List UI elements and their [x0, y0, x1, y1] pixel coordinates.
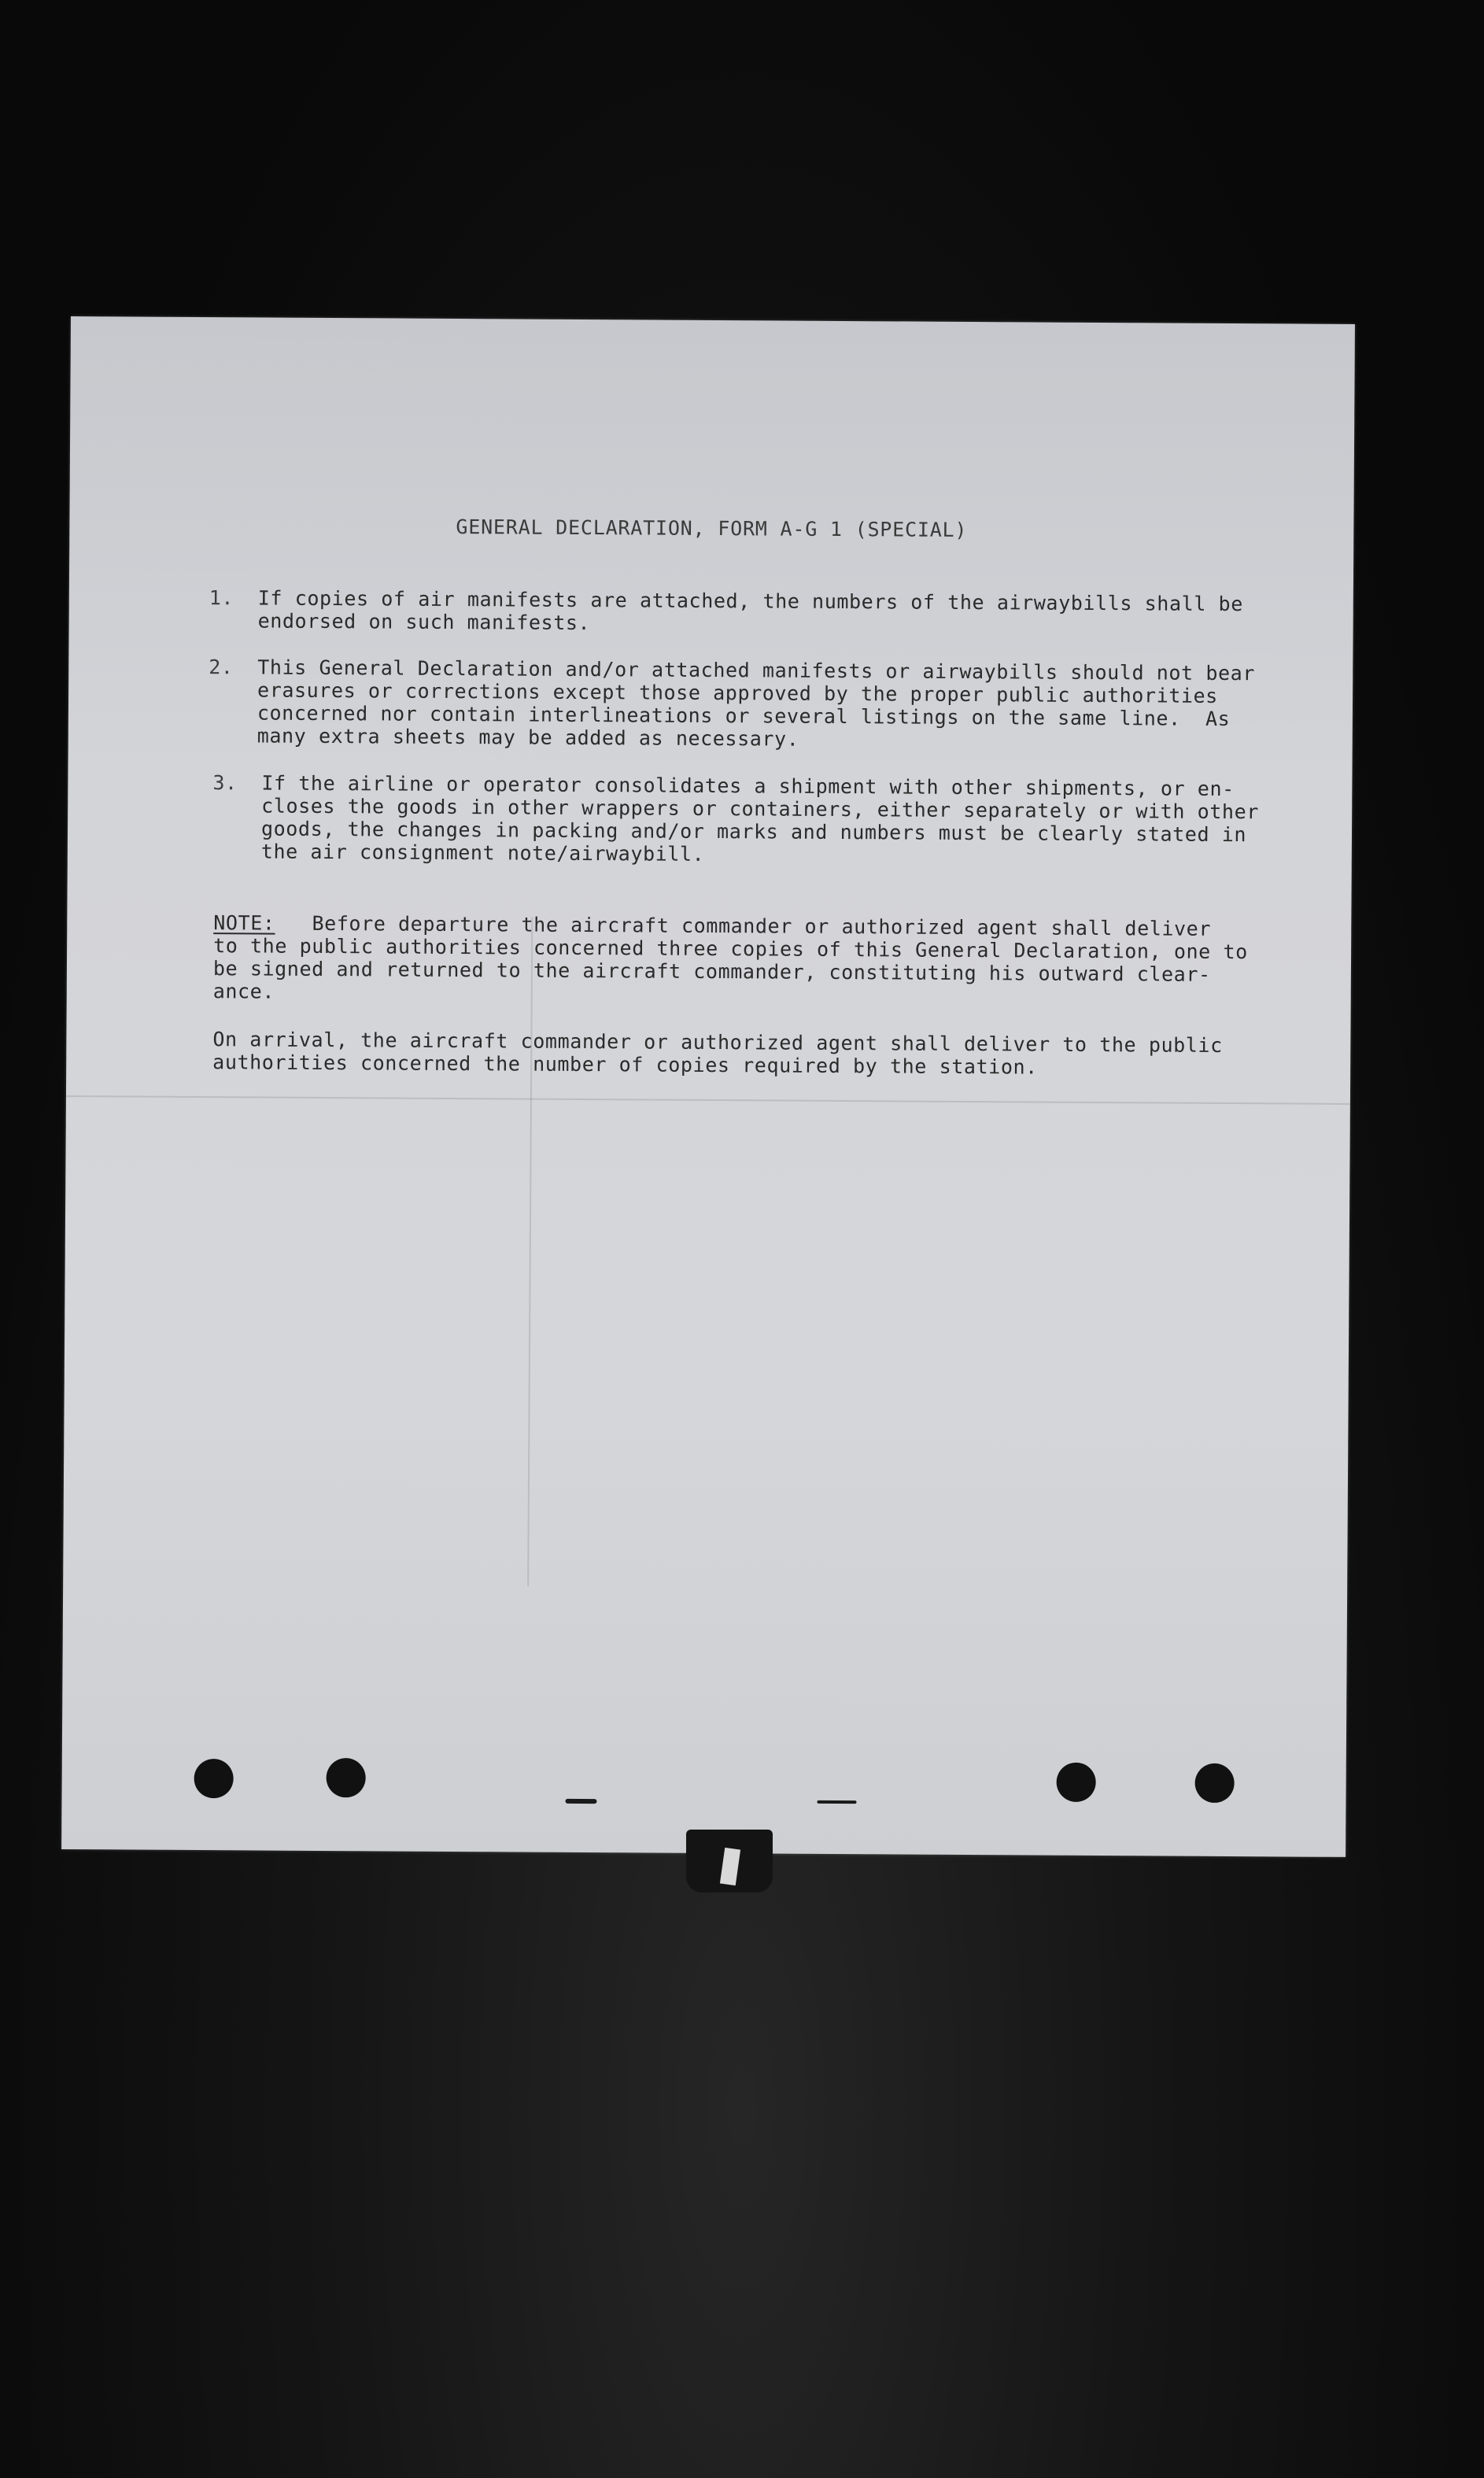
- document-title: GENERAL DECLARATION, FORM A-G 1 (SPECIAL): [456, 515, 968, 541]
- note-line-1: Before departure the aircraft commander or authorized agent shall deliver: [275, 911, 1212, 940]
- item-2-line-3: concerned nor contain interlineations or several listings on the same line. As: [257, 701, 1231, 731]
- paper-sheet: [61, 316, 1355, 1857]
- punch-hole-4: [1194, 1763, 1234, 1803]
- note-line-4: ance.: [212, 980, 275, 1003]
- item-3-line-3: goods, the changes in packing and/or marks and numbers must be clearly stated in: [260, 817, 1247, 847]
- fold-line-horizontal: [66, 1095, 1350, 1105]
- arrival-line-1: On arrival, the aircraft commander or authorized agent shall deliver to the public: [212, 1028, 1223, 1057]
- item-2-line-4: many extra sheets may be added as necessary.: [257, 724, 799, 751]
- note-label: NOTE:: [213, 911, 275, 935]
- punch-hole-2: [327, 1758, 366, 1797]
- item-3-line-4: the air consignment note/airwaybill.: [260, 840, 705, 866]
- item-2-line-2: erasures or corrections except those approved by the proper public authorities: [257, 678, 1218, 707]
- bottom-mark-2: [817, 1800, 856, 1804]
- bottom-mark-1: [565, 1799, 596, 1804]
- item-1-line-1: If copies of air manifests are attached, the numbers of the airwaybills shall be: [257, 586, 1243, 616]
- fold-line-vertical: [527, 918, 533, 1586]
- punch-hole-1: [194, 1759, 234, 1798]
- punch-hole-3: [1056, 1763, 1095, 1802]
- item-1-line-2: endorsed on such manifests.: [257, 609, 591, 635]
- binder-clip: [686, 1830, 773, 1893]
- item-3-line-2: closes the goods in other wrappers or containers, either separately or with other: [261, 794, 1260, 824]
- note-line-2: to the public authorities concerned three copies of this General Declaration, one to: [213, 934, 1248, 964]
- arrival-line-2: authorities concerned the number of copies required by the station.: [212, 1051, 1038, 1079]
- item-3-line-1: If the airline or operator consolidates a shipment with other shipments, or en-: [261, 771, 1235, 801]
- binder-clip-strip: [720, 1848, 740, 1885]
- note-line-3: be signed and returned to the aircraft commander, constituting his outward clear-: [212, 957, 1211, 986]
- item-2-number: 2.: [209, 656, 234, 679]
- item-3-number: 3.: [212, 771, 238, 795]
- item-2-line-1: This General Declaration and/or attached manifests or airwaybills should not bear: [257, 656, 1256, 685]
- item-1-number: 1.: [209, 586, 234, 610]
